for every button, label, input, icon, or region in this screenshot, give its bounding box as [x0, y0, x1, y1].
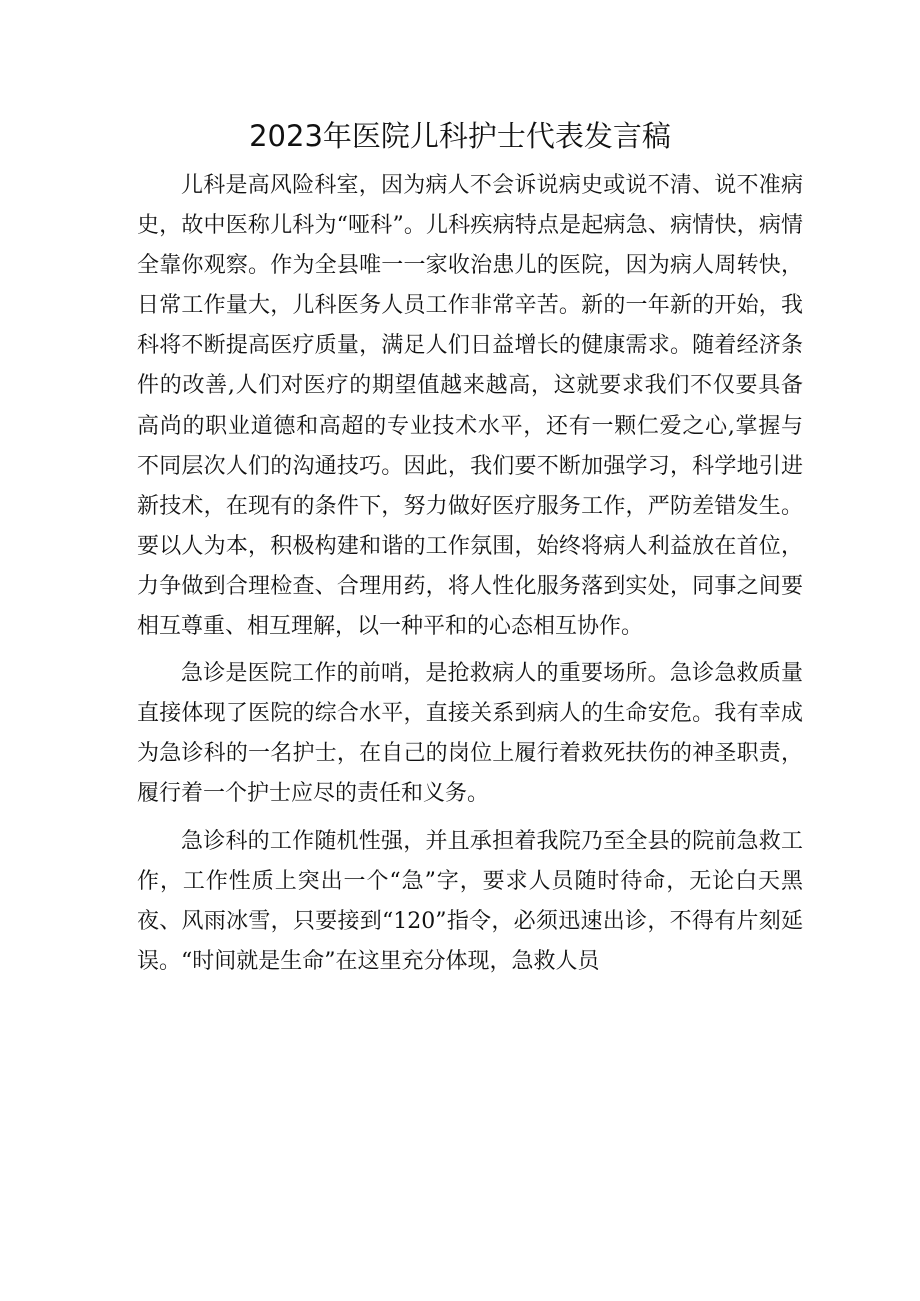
document-body	[137, 166, 803, 982]
paragraph-emergency-work: 急诊科的工作随机性强，并且承担着我院乃至全县的院前急救工作，工作性质上突出一个“急”字，要求人员随时待命，无论白天黑夜、风雨冰雪，只要接到“120”指令，必须迅速出诊，不得有片刻延误。“时间就是生命”在这里充分体现，急救人员	[137, 828, 803, 974]
document-title: 2023年医院儿科护士代表发言稿	[249, 119, 671, 153]
paragraph-emergency-intro: 急诊是医院工作的前哨，是抢救病人的重要场所。急诊急救质量直接体现了医院的综合水平，直接关系到病人的生命安危。我有幸成为急诊科的一名护士，在自己的岗位上履行着救死扶伤的神圣职责，履行着一个护士应尽的责任和义务。	[137, 661, 803, 807]
paragraph-pediatrics: 儿科是高风险科室，因为病人不会诉说病史或说不清、说不准病史，故中医称儿科为“哑科”。儿科疾病特点是起病急、病情快，病情全靠你观察。作为全县唯一一家收治患儿的医院，因为病人周转快，日常工作量大，儿科医务人员工作非常辛苦。新的一年新的开始，我科将不断提高医疗质量，满足人们日益增长的健康需求。随着经济条件的改善,人们对医疗的期望值越来越高，这就要求我们不仅要具备高尚的职业道德和高超的专业技术水平，还有一颗仁爱之心,掌握与不同层次人们的沟通技巧。因此，我们要不断加强学习，科学地引进新技术，在现有的条件下，努力做好医疗服务工作，严防差错发生。要以人为本，积极构建和谐的工作氛围，始终将病人利益放在首位，力争做到合理检查、合理用药，将人性化服务落到实处，同事之间要相互尊重、相互理解，以一种平和的心态相互协作。	[137, 173, 803, 640]
